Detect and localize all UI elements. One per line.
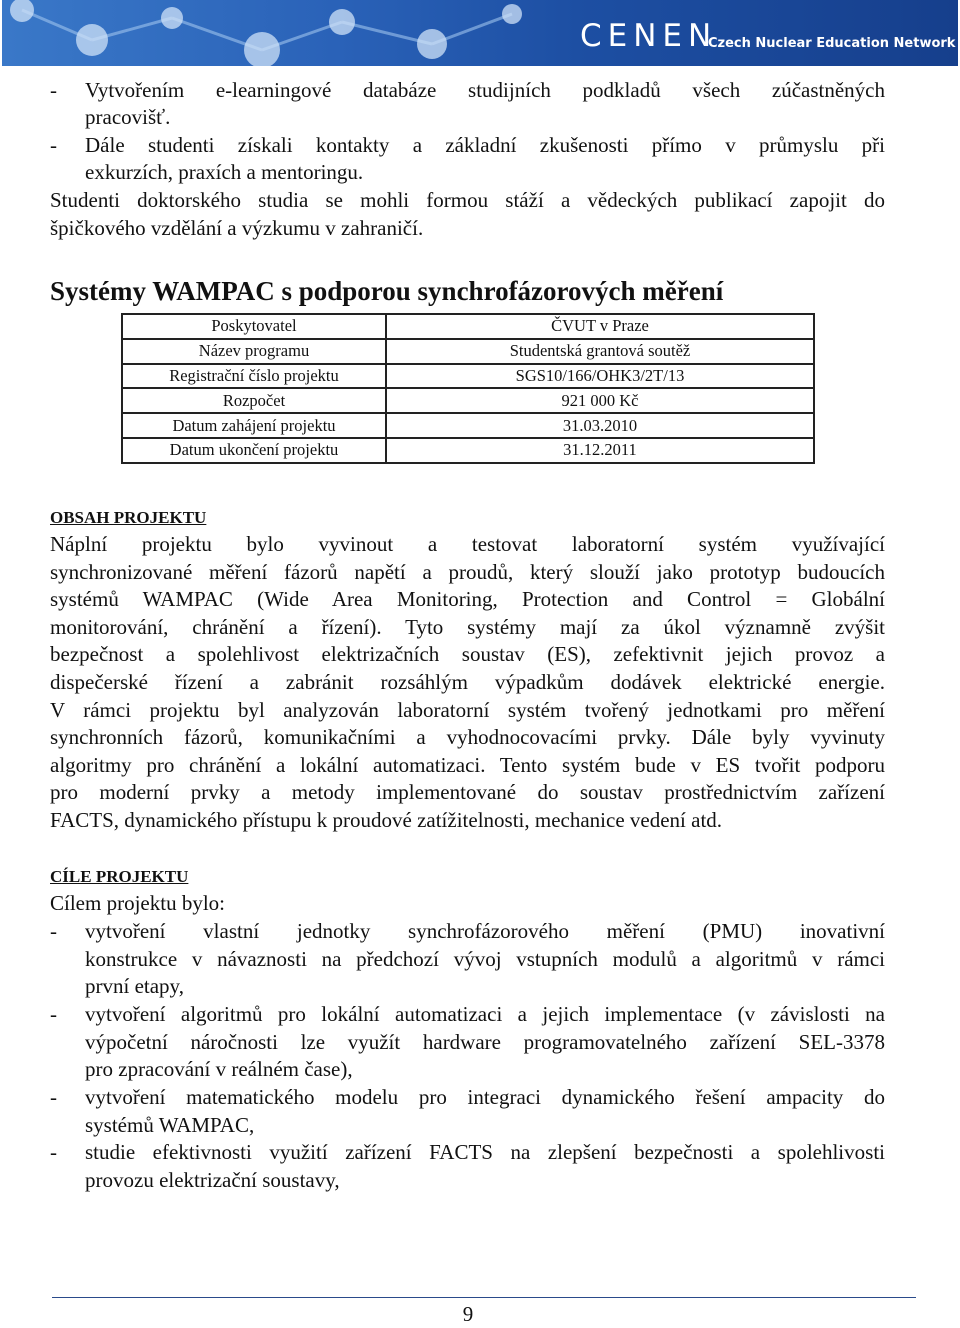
goal-1-line-2: konstrukce v návaznosti na předchozí vývoj vstupních modulů a algoritmů v rámci: [85, 946, 885, 971]
table-key: Datum zahájení projektu: [122, 413, 386, 438]
table-row: [122, 413, 814, 438]
bullet-dash: -: [50, 1002, 57, 1026]
table-key: Rozpočet: [122, 388, 386, 413]
content-line: V rámci projektu byl analyzován laboratorní systém tvořený jednotkami pro měření: [50, 697, 885, 722]
intro-paragraph-line-2: špičkového vzdělání a výzkumu v zahraničí.: [50, 216, 424, 240]
goal-3-line-1: vytvoření matematického modelu pro integraci dynamického řešení ampacity do: [85, 1085, 885, 1109]
table-key: Název programu: [122, 339, 386, 364]
goal-3-line-2: systémů WAMPAC,: [85, 1112, 255, 1137]
content-line: Náplní projektu bylo vyvinout a testovat laboratorní systém využívající: [50, 532, 885, 556]
molecule-graphic: [2, 0, 562, 66]
bullet-dash: -: [50, 1085, 57, 1109]
goal-2-line-1: vytvoření algoritmů pro lokální automatizaci a jejich implementace (v závislosti na: [85, 1002, 885, 1026]
goal-1-line-3: první etapy,: [85, 974, 184, 998]
brand-logo-text: CENEN: [580, 18, 718, 54]
page-title: Systémy WAMPAC s podporou synchrofázorových měření: [50, 276, 724, 306]
table-value: Studentská grantová soutěž: [386, 339, 814, 364]
table-value: SGS10/166/OHK3/2T/13: [386, 364, 814, 389]
bullet-dash: -: [50, 133, 57, 157]
table-value: 31.12.2011: [386, 438, 814, 463]
table-row: [122, 364, 814, 389]
footer-divider: [52, 1297, 916, 1298]
goals-heading: CÍLE PROJEKTU: [50, 867, 189, 886]
content-line: monitorování, chránění a řízení). Tyto systémy mají za úkol významně zvýšit: [50, 614, 885, 639]
table-value: 921 000 Kč: [386, 388, 814, 413]
goal-4-line-1: studie efektivnosti využití zařízení FACTS na zlepšení bezpečnosti a spolehlivosti: [85, 1140, 885, 1164]
table-row: [122, 314, 814, 339]
bullet-dash: -: [50, 78, 57, 102]
project-info-table: [121, 313, 815, 464]
bullet-dash: -: [50, 1140, 57, 1164]
header-banner: [2, 0, 958, 66]
content-line: systémů WAMPAC (Wide Area Monitoring, Protection and Control = Globální: [50, 587, 885, 612]
goal-2-line-3: pro zpracování v reálném čase),: [85, 1057, 353, 1081]
content-line: FACTS, dynamického přístupu k proudové zatížitelnosti, mechanice vedení atd.: [50, 808, 723, 832]
table-value: 31.03.2010: [386, 413, 814, 438]
table-value: ČVUT v Praze: [386, 314, 814, 339]
intro-bullet-1-line-2: pracovišť.: [85, 105, 171, 129]
table-row: [122, 339, 814, 364]
table-row: [122, 388, 814, 413]
page-number: 9: [462, 1302, 474, 1326]
intro-bullet-2-line-2: exkurzích, praxích a mentoringu.: [85, 160, 364, 184]
goal-1-line-1: vytvoření vlastní jednotky synchrofázorového měření (PMU) inovativní: [85, 919, 885, 943]
content-line: dispečerské řízení a zabránit rozsáhlým výpadkům dodávek elektrické energie.: [50, 670, 885, 694]
table-key: Datum ukončení projektu: [122, 438, 386, 463]
content-line: pro moderní prvky a metody implementované do soustav prostřednictvím zařízení: [50, 780, 885, 805]
goals-intro: Cílem projektu bylo:: [50, 891, 225, 915]
content-line: synchronizované měření fázorů napětí a proudů, který slouží jako prototyp budoucích: [50, 559, 885, 584]
table-key: Registrační číslo projektu: [122, 364, 386, 389]
content-line: algoritmy pro chránění a lokální automatizaci. Tento systém bude v ES tvořit podporu: [50, 752, 885, 777]
table-key: Poskytovatel: [122, 314, 386, 339]
intro-paragraph-line-1: Studenti doktorského studia se mohli formou stáží a vědeckých publikací zapojit do: [50, 188, 885, 212]
goal-4-line-2: provozu elektrizační soustavy,: [85, 1167, 340, 1192]
content-line: bezpečnost a spolehlivost elektrizačních soustav (ES), zefektivnit jejich provoz a: [50, 642, 885, 667]
bullet-dash: -: [50, 919, 57, 943]
intro-bullet-1-line-1: Vytvořením e-learningové databáze studijních podkladů všech zúčastněných: [85, 78, 885, 102]
table-row: [122, 438, 814, 463]
goal-2-line-2: výpočetní náročnosti lze využít hardware programovatelného zařízení SEL-3378: [85, 1029, 885, 1054]
content-heading: OBSAH PROJEKTU: [50, 508, 207, 527]
intro-bullet-2-line-1: Dále studenti získali kontakty a základní zkušenosti přímo v průmyslu při: [85, 133, 885, 157]
content-line: synchronních fázorů, komunikačními a vyhodnocovacími prvky. Dále byly vyvinuty: [50, 725, 885, 750]
brand-tagline: Czech Nuclear Education Network: [708, 36, 956, 51]
